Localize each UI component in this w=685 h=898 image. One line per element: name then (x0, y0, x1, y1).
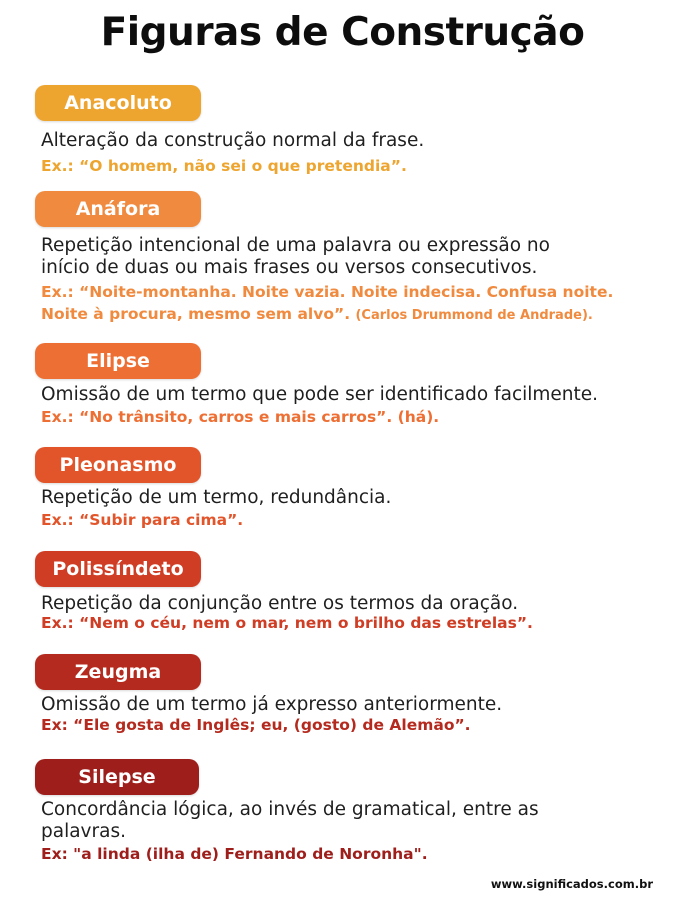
term-label: Silepse (35, 759, 199, 795)
term-description: Concordância lógica, ao invés de gramatical, entre as palavras. (41, 799, 539, 842)
term-label: Anacoluto (35, 85, 201, 121)
term-description: Omissão de um termo que pode ser identificado facilmente. (41, 384, 599, 405)
term-example: Ex: "a linda (ilha de) Fernando de Noronha". (41, 845, 428, 863)
term-label: Pleonasmo (35, 447, 201, 483)
footer-url: www.significados.com.br (490, 877, 653, 891)
term-example: Ex: “Ele gosta de Inglês; eu, (gosto) de Alemão”. (41, 716, 471, 734)
term-label: Zeugma (35, 654, 201, 690)
term-label: Elipse (35, 343, 201, 379)
term-example-continued (41, 302, 681, 328)
term-example: Ex.: “Subir para cima”. (41, 511, 244, 529)
term-label: Polissíndeto (35, 551, 201, 587)
term-description: Repetição da conjunção entre os termos da oração. (41, 593, 519, 614)
term-example-credit: (Carlos Drummond de Andrade). (355, 308, 593, 323)
term-example: Ex.: “No trânsito, carros e mais carros”. (há). (41, 408, 440, 426)
term-example: Ex.: “Noite-montanha. Noite vazia. Noite indecisa. Confusa noite. (41, 283, 614, 301)
term-example-quote: Noite à procura, mesmo sem alvo”. (41, 305, 351, 323)
term-label: Anáfora (35, 191, 201, 227)
term-description: Repetição intencional de uma palavra ou expressão no início de duas ou mais frases ou versos consecutivos. (41, 235, 550, 278)
term-description: Omissão de um termo já expresso anteriormente. (41, 694, 503, 715)
term-example: Ex.: “Nem o céu, nem o mar, nem o brilho das estrelas”. (41, 614, 533, 632)
page-title: Figuras de Construção (100, 10, 585, 55)
term-description: Alteração da construção normal da frase. (41, 130, 425, 151)
term-example: Ex.: “O homem, não sei o que pretendia”. (41, 157, 407, 175)
term-description: Repetição de um termo, redundância. (41, 487, 392, 508)
